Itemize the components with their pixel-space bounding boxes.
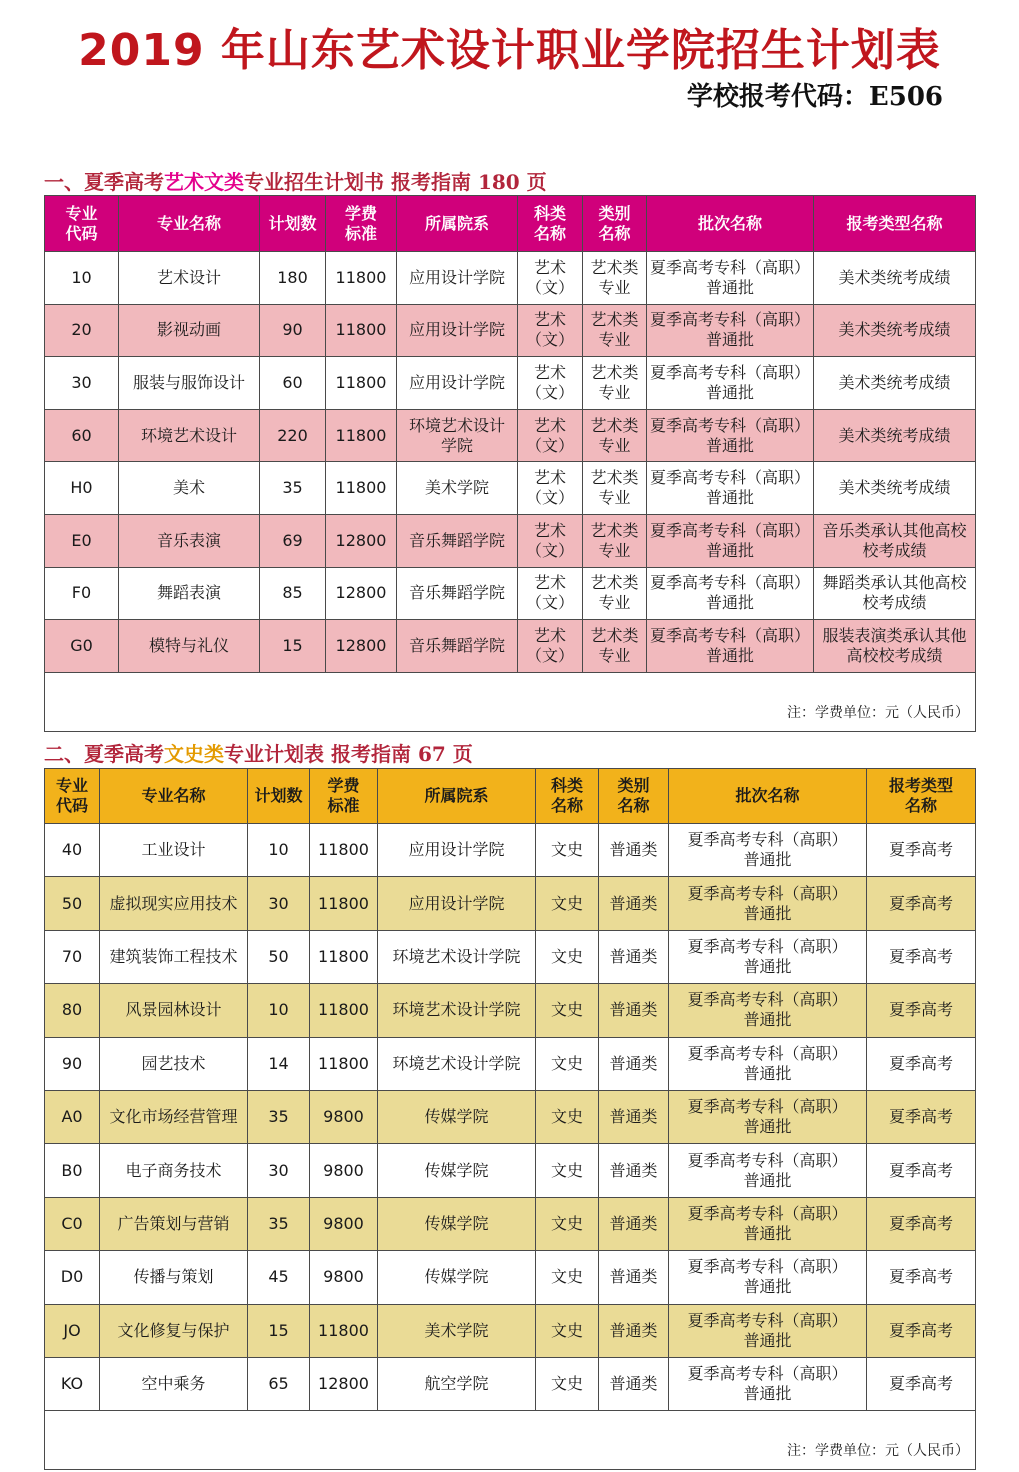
- table-cell: C0: [45, 1197, 100, 1250]
- table-cell: 50: [45, 877, 100, 930]
- table-cell: 夏季高考专科（高职） 普通批: [669, 1090, 867, 1143]
- table-cell: JO: [45, 1304, 100, 1357]
- school-code: 学校报考代码：E506: [686, 82, 943, 112]
- table-row: [45, 1144, 976, 1197]
- table-cell: 航空学院: [378, 1357, 536, 1410]
- table-cell: 舞蹈类承认其他高校 校考成绩: [814, 567, 976, 620]
- table-cell: 服装表演类承认其他 高校校考成绩: [814, 620, 976, 673]
- table-cell: 美术学院: [397, 462, 518, 515]
- table-cell: 9800: [310, 1251, 378, 1304]
- column-header: 报考类型 名称: [867, 769, 976, 824]
- table-cell: 文化修复与保护: [100, 1304, 248, 1357]
- table-cell: 11800: [326, 304, 397, 357]
- table-cell: 美术: [119, 462, 260, 515]
- table-cell: H0: [45, 462, 119, 515]
- table-cell: 文史: [536, 1197, 599, 1250]
- table-cell: 12800: [326, 514, 397, 567]
- column-header: 所属院系: [397, 196, 518, 252]
- table-cell: 空中乘务: [100, 1357, 248, 1410]
- table-cell: 11800: [310, 930, 378, 983]
- table-cell: 电子商务技术: [100, 1144, 248, 1197]
- table-cell: 普通类: [599, 1144, 669, 1197]
- table-cell: 普通类: [599, 1357, 669, 1410]
- table-cell: 文史: [536, 1357, 599, 1410]
- table-cell: 建筑装饰工程技术: [100, 930, 248, 983]
- section1-title-highlight: 艺术文类: [164, 170, 244, 194]
- table-row: [45, 252, 976, 305]
- table-cell: 普通类: [599, 1251, 669, 1304]
- table-cell: 环境艺术设计学院: [378, 984, 536, 1037]
- table-cell: 夏季高考: [867, 1090, 976, 1143]
- table-cell: 12800: [326, 567, 397, 620]
- table-cell: 影视动画: [119, 304, 260, 357]
- table-cell: 夏季高考: [867, 984, 976, 1037]
- column-header: 所属院系: [378, 769, 536, 824]
- table-cell: 音乐舞蹈学院: [397, 567, 518, 620]
- table-row: [45, 984, 976, 1037]
- column-header: 类别 名称: [599, 769, 669, 824]
- table-cell: 音乐舞蹈学院: [397, 620, 518, 673]
- table-cell: 20: [45, 304, 119, 357]
- table-cell: E0: [45, 514, 119, 567]
- table-cell: 美术类统考成绩: [814, 304, 976, 357]
- table-cell: 11800: [326, 409, 397, 462]
- table-cell: 美术类统考成绩: [814, 252, 976, 305]
- table-cell: 艺术 （文）: [518, 252, 583, 305]
- table-cell: 夏季高考专科（高职） 普通批: [647, 462, 814, 515]
- table-cell: 艺术 （文）: [518, 462, 583, 515]
- table-cell: 文史: [536, 1251, 599, 1304]
- column-header: 学费 标准: [326, 196, 397, 252]
- table-cell: 文史: [536, 877, 599, 930]
- table-cell: 夏季高考专科（高职） 普通批: [669, 1197, 867, 1250]
- table-cell: 普通类: [599, 1304, 669, 1357]
- table-cell: 50: [248, 930, 310, 983]
- table-cell: 服装与服饰设计: [119, 357, 260, 410]
- column-header: 科类 名称: [518, 196, 583, 252]
- table-cell: 传媒学院: [378, 1144, 536, 1197]
- table-cell: 音乐表演: [119, 514, 260, 567]
- table-cell: 普通类: [599, 984, 669, 1037]
- table-cell: 艺术类 专业: [583, 409, 647, 462]
- table-cell: 11800: [326, 462, 397, 515]
- table-cell: 15: [248, 1304, 310, 1357]
- table-cell: 夏季高考专科（高职） 普通批: [669, 930, 867, 983]
- table-row: [45, 462, 976, 515]
- table-cell: 传播与策划: [100, 1251, 248, 1304]
- table-cell: 35: [248, 1197, 310, 1250]
- table-cell: 艺术类 专业: [583, 567, 647, 620]
- table-cell: 30: [248, 877, 310, 930]
- table-cell: 文史: [536, 1090, 599, 1143]
- table-cell: 应用设计学院: [397, 304, 518, 357]
- tuition-note: 注：学费单位：元（人民币）: [45, 672, 976, 731]
- table-cell: 虚拟现实应用技术: [100, 877, 248, 930]
- table-cell: 文史: [536, 824, 599, 877]
- table-row: [45, 1090, 976, 1143]
- table-cell: 12800: [326, 620, 397, 673]
- table-cell: 夏季高考专科（高职） 普通批: [647, 252, 814, 305]
- section2-title-rest: 专业计划表 报考指南: [224, 742, 418, 766]
- table-cell: 夏季高考专科（高职） 普通批: [647, 514, 814, 567]
- table-cell: 30: [45, 357, 119, 410]
- table-cell: 环境艺术设计学院: [378, 1037, 536, 1090]
- table-row: [45, 409, 976, 462]
- table-cell: 180: [260, 252, 326, 305]
- table-cell: 70: [45, 930, 100, 983]
- table-cell: 夏季高考专科（高职） 普通批: [669, 984, 867, 1037]
- table-cell: 音乐类承认其他高校 校考成绩: [814, 514, 976, 567]
- table-row: [45, 567, 976, 620]
- table-cell: 普通类: [599, 1037, 669, 1090]
- column-header: 计划数: [260, 196, 326, 252]
- table-cell: 音乐舞蹈学院: [397, 514, 518, 567]
- table-cell: 文史: [536, 1037, 599, 1090]
- section1-title-rest: 专业招生计划书 报考指南: [244, 170, 478, 194]
- table-row: [45, 1357, 976, 1410]
- table-cell: 9800: [310, 1197, 378, 1250]
- table-cell: 应用设计学院: [378, 824, 536, 877]
- column-header: 科类 名称: [536, 769, 599, 824]
- section1-title: [44, 166, 547, 195]
- table-cell: 60: [260, 357, 326, 410]
- column-header: 专业名称: [119, 196, 260, 252]
- table-cell: 夏季高考专科（高职） 普通批: [647, 409, 814, 462]
- tuition-note: 注：学费单位：元（人民币）: [45, 1411, 976, 1470]
- table-cell: 应用设计学院: [378, 877, 536, 930]
- table-cell: 艺术 （文）: [518, 567, 583, 620]
- section2-title-page: 67 页: [417, 742, 473, 766]
- table-cell: 艺术类 专业: [583, 514, 647, 567]
- table-cell: 模特与礼仪: [119, 620, 260, 673]
- table-cell: 应用设计学院: [397, 252, 518, 305]
- table-cell: 美术类统考成绩: [814, 409, 976, 462]
- table-cell: 普通类: [599, 930, 669, 983]
- table-cell: 文化市场经营管理: [100, 1090, 248, 1143]
- table-cell: 夏季高考: [867, 1304, 976, 1357]
- table-cell: D0: [45, 1251, 100, 1304]
- table-header-row: [45, 769, 976, 824]
- table-cell: 艺术类 专业: [583, 620, 647, 673]
- table-cell: 夏季高考专科（高职） 普通批: [669, 1251, 867, 1304]
- table-cell: 11800: [310, 1037, 378, 1090]
- table-cell: 艺术 （文）: [518, 514, 583, 567]
- table-cell: 40: [45, 824, 100, 877]
- table-cell: 60: [45, 409, 119, 462]
- table-row: [45, 1037, 976, 1090]
- table-cell: 10: [248, 824, 310, 877]
- table-cell: 艺术 （文）: [518, 357, 583, 410]
- table-cell: 10: [45, 252, 119, 305]
- table-cell: 艺术 （文）: [518, 620, 583, 673]
- table-cell: 应用设计学院: [397, 357, 518, 410]
- table-cell: 夏季高考专科（高职） 普通批: [669, 1304, 867, 1357]
- table-cell: 15: [260, 620, 326, 673]
- table-cell: 美术类统考成绩: [814, 462, 976, 515]
- table-cell: 夏季高考: [867, 877, 976, 930]
- table-cell: 传媒学院: [378, 1251, 536, 1304]
- table-cell: 文史: [536, 984, 599, 1037]
- table-cell: 220: [260, 409, 326, 462]
- table-cell: 10: [248, 984, 310, 1037]
- table-cell: 传媒学院: [378, 1090, 536, 1143]
- table-cell: 美术学院: [378, 1304, 536, 1357]
- section1-title-page: 180 页: [477, 170, 547, 194]
- table-cell: 14: [248, 1037, 310, 1090]
- table-cell: 35: [260, 462, 326, 515]
- table-cell: 夏季高考专科（高职） 普通批: [647, 567, 814, 620]
- table-cell: KO: [45, 1357, 100, 1410]
- table-cell: 艺术类 专业: [583, 252, 647, 305]
- table-cell: 艺术类 专业: [583, 304, 647, 357]
- table-cell: 30: [248, 1144, 310, 1197]
- table-cell: 普通类: [599, 824, 669, 877]
- table-cell: A0: [45, 1090, 100, 1143]
- table-row: [45, 1251, 976, 1304]
- table-cell: 夏季高考专科（高职） 普通批: [669, 1357, 867, 1410]
- liberal-arts-plan-table: [44, 768, 976, 1470]
- table-cell: 夏季高考: [867, 1037, 976, 1090]
- table-cell: 11800: [310, 824, 378, 877]
- table-cell: 夏季高考: [867, 1144, 976, 1197]
- column-header: 类别 名称: [583, 196, 647, 252]
- table-cell: 夏季高考专科（高职） 普通批: [647, 304, 814, 357]
- table-cell: 园艺技术: [100, 1037, 248, 1090]
- table-cell: 69: [260, 514, 326, 567]
- table-note-row: [45, 1411, 976, 1470]
- column-header: 专业 代码: [45, 769, 100, 824]
- table-row: [45, 824, 976, 877]
- table-cell: 45: [248, 1251, 310, 1304]
- table-cell: 85: [260, 567, 326, 620]
- table-cell: 9800: [310, 1144, 378, 1197]
- table-cell: 环境艺术设计: [119, 409, 260, 462]
- table-cell: 35: [248, 1090, 310, 1143]
- art-plan-table: [44, 195, 976, 732]
- table-cell: 普通类: [599, 877, 669, 930]
- table-cell: 夏季高考专科（高职） 普通批: [669, 877, 867, 930]
- table-cell: 夏季高考: [867, 1197, 976, 1250]
- column-header: 学费 标准: [310, 769, 378, 824]
- table-cell: 11800: [326, 252, 397, 305]
- table-cell: 夏季高考: [867, 1251, 976, 1304]
- column-header: 专业 代码: [45, 196, 119, 252]
- section2-title-prefix: 二、夏季高考: [44, 742, 164, 766]
- column-header: 报考类型名称: [814, 196, 976, 252]
- table-cell: 夏季高考: [867, 930, 976, 983]
- table-cell: 文史: [536, 1144, 599, 1197]
- table-cell: 夏季高考专科（高职） 普通批: [647, 357, 814, 410]
- table-row: [45, 620, 976, 673]
- table-cell: 普通类: [599, 1197, 669, 1250]
- table-cell: 风景园林设计: [100, 984, 248, 1037]
- table-cell: 11800: [310, 877, 378, 930]
- table-cell: 艺术 （文）: [518, 409, 583, 462]
- page-title: 2019 年山东艺术设计职业学院招生计划表: [78, 25, 941, 76]
- table-cell: 夏季高考专科（高职） 普通批: [647, 620, 814, 673]
- column-header: 专业名称: [100, 769, 248, 824]
- table-header-row: [45, 196, 976, 252]
- table-cell: 文史: [536, 1304, 599, 1357]
- table-cell: 9800: [310, 1090, 378, 1143]
- table-cell: 11800: [310, 984, 378, 1037]
- table-cell: 工业设计: [100, 824, 248, 877]
- table-cell: 夏季高考专科（高职） 普通批: [669, 1144, 867, 1197]
- table-row: [45, 514, 976, 567]
- section1-title-prefix: 一、夏季高考: [44, 170, 164, 194]
- table-cell: 舞蹈表演: [119, 567, 260, 620]
- table-cell: 65: [248, 1357, 310, 1410]
- table-row: [45, 930, 976, 983]
- table-cell: 文史: [536, 930, 599, 983]
- table-cell: F0: [45, 567, 119, 620]
- table-cell: 90: [45, 1037, 100, 1090]
- table-cell: 美术类统考成绩: [814, 357, 976, 410]
- table-cell: 普通类: [599, 1090, 669, 1143]
- table-cell: 广告策划与营销: [100, 1197, 248, 1250]
- column-header: 批次名称: [669, 769, 867, 824]
- section2-title: [44, 738, 473, 767]
- table-cell: 11800: [310, 1304, 378, 1357]
- table-cell: 夏季高考专科（高职） 普通批: [669, 1037, 867, 1090]
- table-row: [45, 357, 976, 410]
- section2-title-highlight: 文史类: [164, 742, 224, 766]
- table-cell: 环境艺术设计学院: [378, 930, 536, 983]
- table-cell: 艺术类 专业: [583, 357, 647, 410]
- column-header: 批次名称: [647, 196, 814, 252]
- table-cell: 传媒学院: [378, 1197, 536, 1250]
- column-header: 计划数: [248, 769, 310, 824]
- table-row: [45, 304, 976, 357]
- table-cell: 90: [260, 304, 326, 357]
- table-cell: 艺术设计: [119, 252, 260, 305]
- table-note-row: [45, 672, 976, 731]
- table-row: [45, 1197, 976, 1250]
- table-row: [45, 1304, 976, 1357]
- table-row: [45, 877, 976, 930]
- table-cell: B0: [45, 1144, 100, 1197]
- table-cell: 艺术类 专业: [583, 462, 647, 515]
- table-cell: 夏季高考: [867, 824, 976, 877]
- table-cell: 12800: [310, 1357, 378, 1410]
- table-cell: 艺术 （文）: [518, 304, 583, 357]
- table-cell: G0: [45, 620, 119, 673]
- table-cell: 80: [45, 984, 100, 1037]
- table-cell: 环境艺术设计 学院: [397, 409, 518, 462]
- table-cell: 夏季高考: [867, 1357, 976, 1410]
- table-cell: 11800: [326, 357, 397, 410]
- table-cell: 夏季高考专科（高职） 普通批: [669, 824, 867, 877]
